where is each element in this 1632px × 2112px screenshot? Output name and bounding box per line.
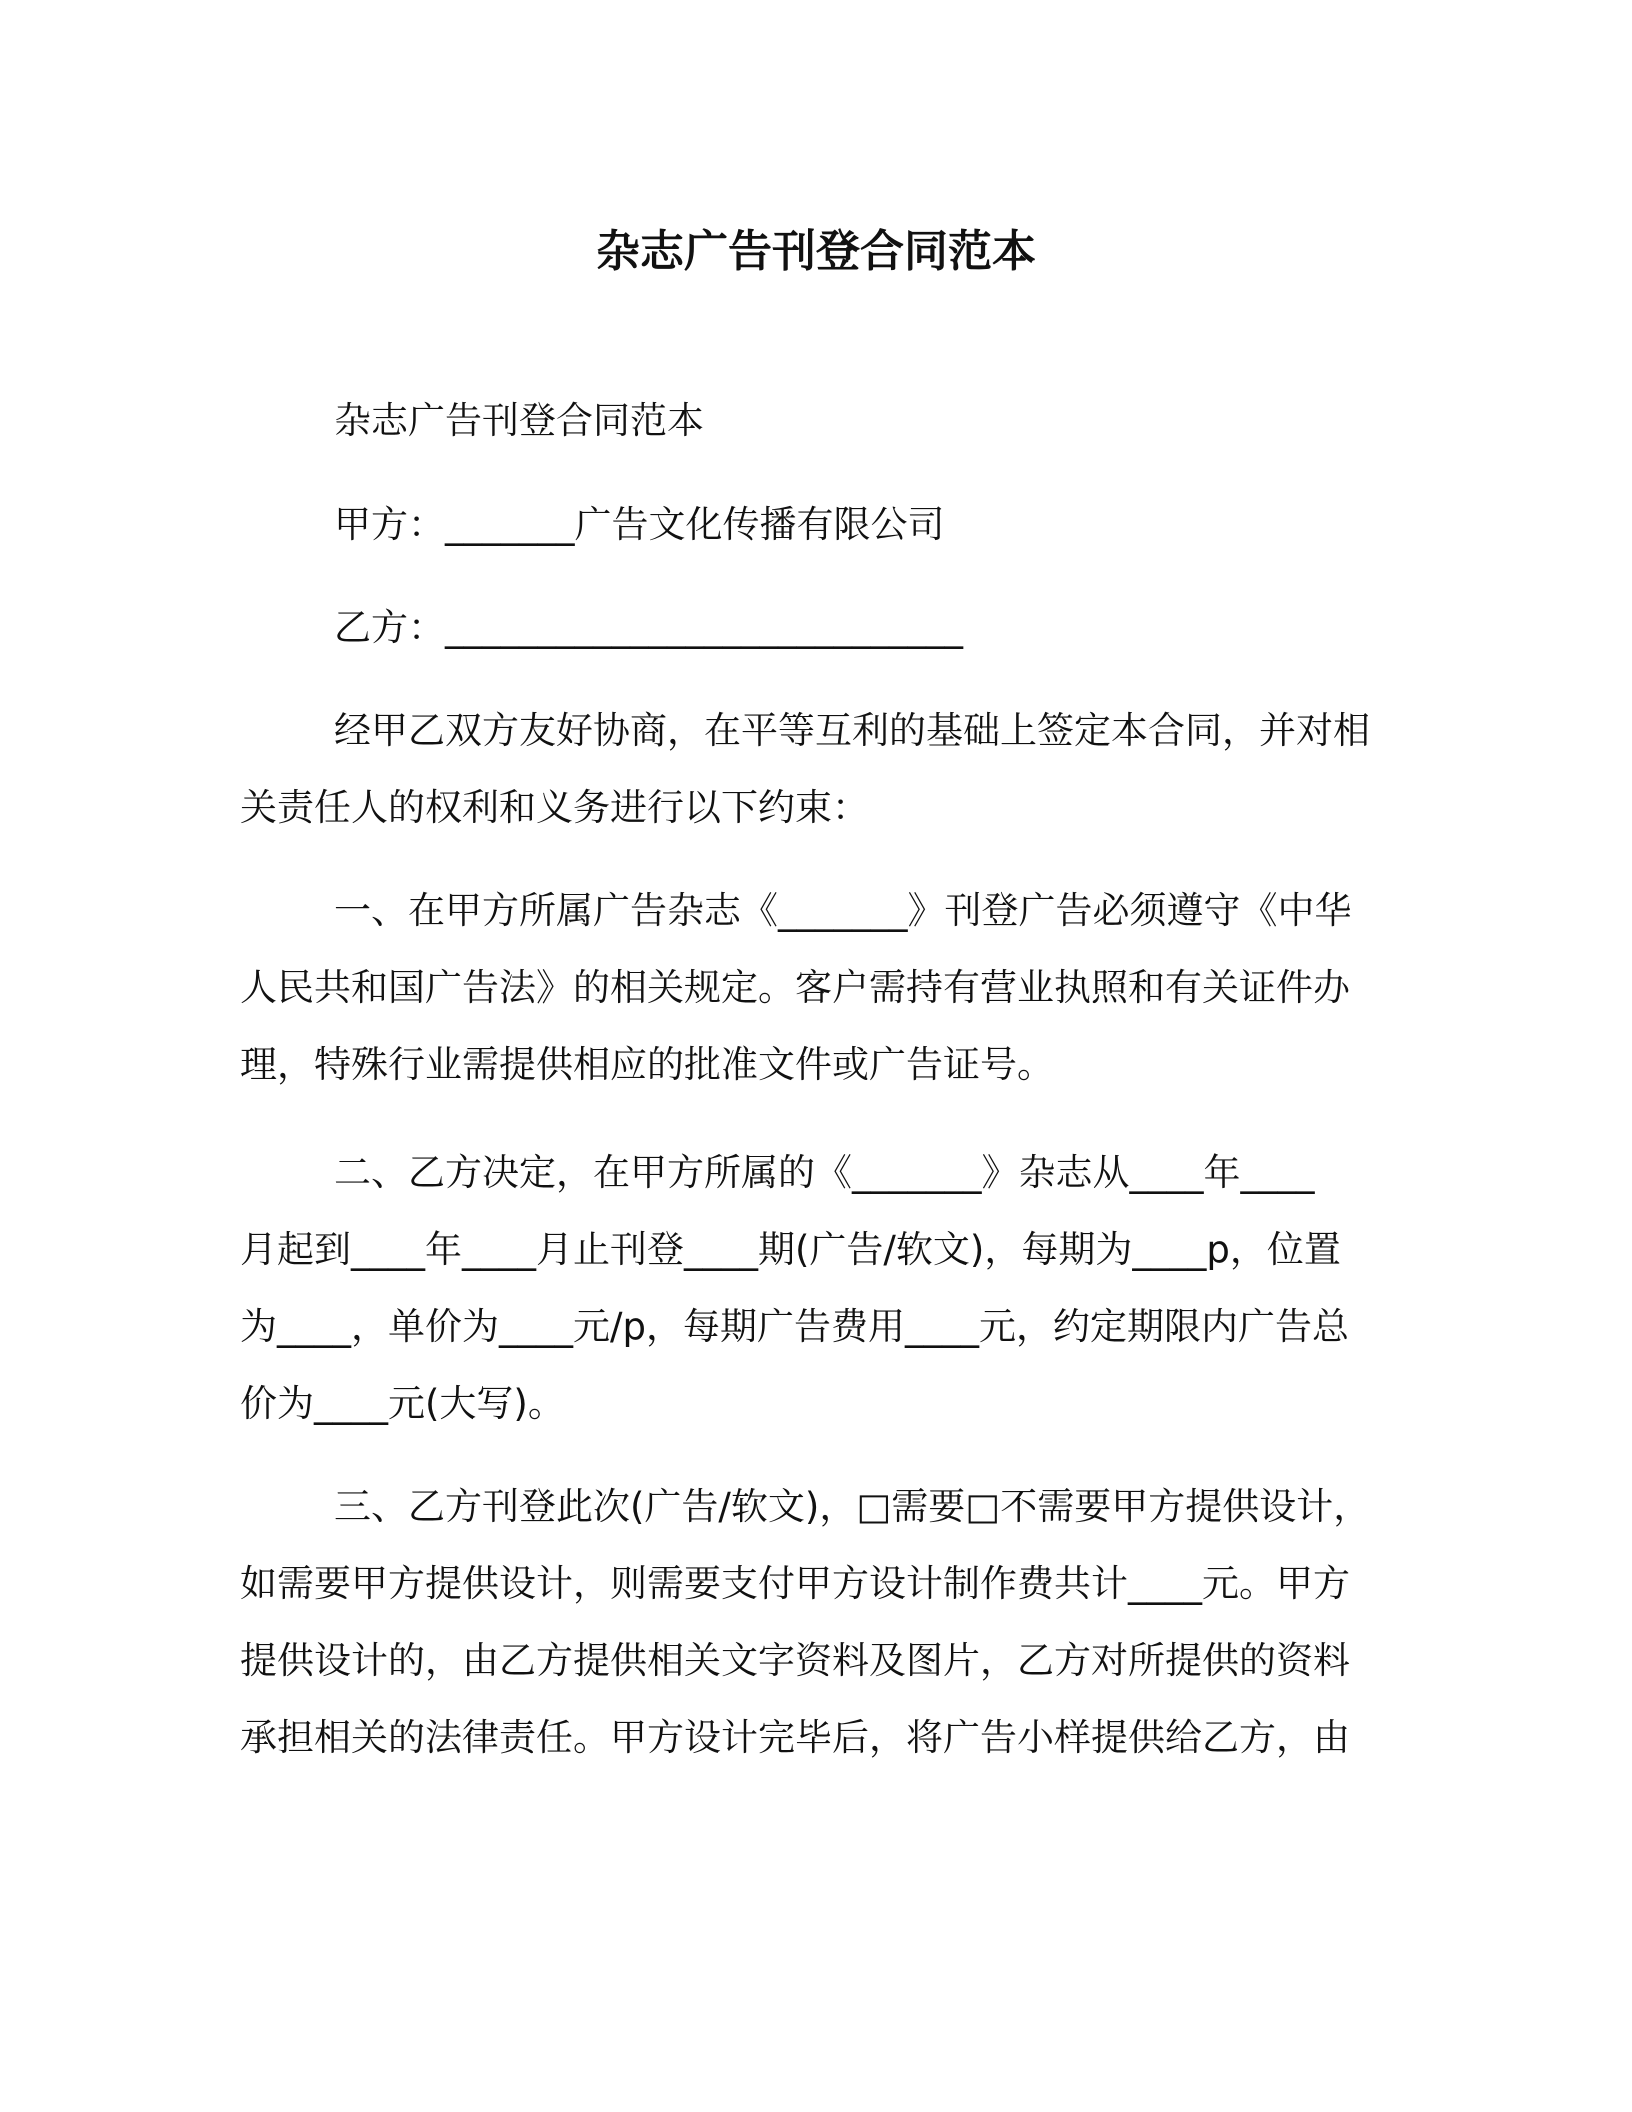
clause-3-line-1: 三、乙方刊登此次(广告/软文)，□需要□不需要甲方提供设计， bbox=[334, 1485, 1371, 1528]
clause-2-line-1: 二、乙方决定，在甲方所属的《_______》杂志从____年____ bbox=[334, 1151, 1315, 1194]
clause-3-line-2: 如需要甲方提供设计，则需要支付甲方设计制作费共计____元。甲方 bbox=[240, 1562, 1350, 1605]
preamble-line-2: 关责任人的权利和义务进行以下约束： bbox=[240, 786, 869, 829]
subtitle-line: 杂志广告刊登合同范本 bbox=[334, 399, 704, 442]
clause-1-line-3: 理，特殊行业需提供相应的批准文件或广告证号。 bbox=[240, 1043, 1054, 1086]
clause-3-line-3: 提供设计的，由乙方提供相关文字资料及图片，乙方对所提供的资料 bbox=[240, 1639, 1350, 1682]
party-a-line: 甲方：_______广告文化传播有限公司 bbox=[334, 503, 945, 546]
preamble-line-1: 经甲乙双方友好协商，在平等互利的基础上签定本合同，并对相 bbox=[334, 709, 1370, 752]
clause-2-line-4: 价为____元(大写)。 bbox=[240, 1382, 565, 1425]
clause-2-line-3: 为____，单价为____元/p，每期广告费用____元，约定期限内广告总 bbox=[240, 1305, 1349, 1348]
document-title: 杂志广告刊登合同范本 bbox=[596, 226, 1036, 277]
clause-3-line-4: 承担相关的法律责任。甲方设计完毕后，将广告小样提供给乙方，由 bbox=[240, 1716, 1350, 1759]
party-b-line: 乙方：____________________________ bbox=[334, 606, 963, 649]
clause-1-line-1: 一、在甲方所属广告杂志《_______》刊登广告必须遵守《中华 bbox=[334, 889, 1352, 932]
clause-1-line-2: 人民共和国广告法》的相关规定。客户需持有营业执照和有关证件办 bbox=[240, 966, 1350, 1009]
clause-2-line-2: 月起到____年____月止刊登____期(广告/软文)，每期为____p，位置 bbox=[240, 1228, 1341, 1271]
